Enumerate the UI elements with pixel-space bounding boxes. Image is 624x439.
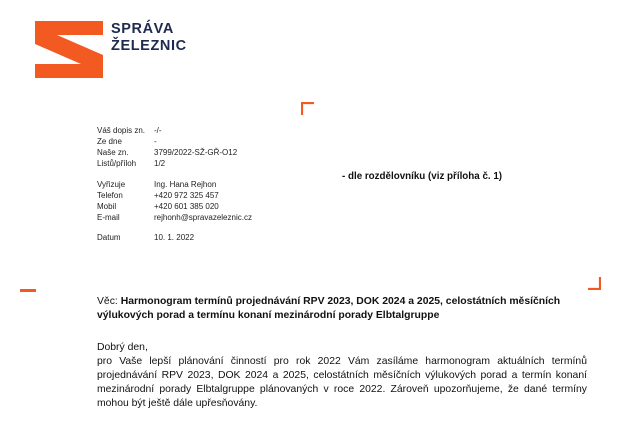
meta-label: Ze dne [97,137,122,146]
subject-prefix: Věc: [97,296,118,307]
meta-value: rejhonh@spravazeleznic.cz [154,213,252,222]
meta-value: 1/2 [154,159,166,168]
meta-value: +420 972 325 457 [154,191,219,200]
meta-label: E-mail [97,213,120,222]
meta-label: Váš dopis zn. [97,126,146,135]
subject-text: Harmonogram termínů projednávání RPV 2023, DOK 2024 a 2025, celostátních měsíčních výlukových porad a termínu konaní mezinárodní porady Elbtalgruppe [97,296,561,321]
meta-value: 10. 1. 2022 [154,233,195,242]
greeting: Dobrý den, [97,342,148,353]
meta-value: Ing. Hana Rejhon [154,180,217,189]
meta-label: Listů/příloh [97,159,137,168]
meta-label: Mobil [97,202,117,211]
letter-body [97,341,587,411]
reference-block [97,0,317,260]
brand-name-line2: ŽELEZNIC [111,38,187,54]
meta-value: 3799/2022-SŽ-GŘ-O12 [154,148,238,157]
address-corner-bottom-right-icon [587,276,601,290]
recipient-address: - dle rozdělovníku (viz příloha č. 1) [342,171,503,182]
sprava-zeleznic-logo-icon [35,21,103,78]
meta-value: - [154,137,157,146]
meta-label: Telefon [97,191,123,200]
meta-value: +420 601 385 020 [154,202,219,211]
body-paragraph: pro Vaše lepší plánování činností pro rok 2022 Vám zasíláme harmonogram aktuálních termínů projednávání RPV 2023, DOK 2024 a 2025, celostátních měsíčních výlukových porad a termín konaní mezinárodní porady Elbtalgruppe plánovaných v roce 2022. Zároveň upozorňujeme, že dané termíny mohou být ještě dále upřesňovány. [97,356,587,409]
meta-label: Naše zn. [97,148,129,157]
meta-label: Datum [97,233,121,242]
meta-value: -/- [154,126,162,135]
meta-label: Vyřizuje [97,180,126,189]
fold-mark-icon [20,289,36,292]
brand-name-line1: SPRÁVA [111,21,174,37]
subject-line [97,295,587,323]
